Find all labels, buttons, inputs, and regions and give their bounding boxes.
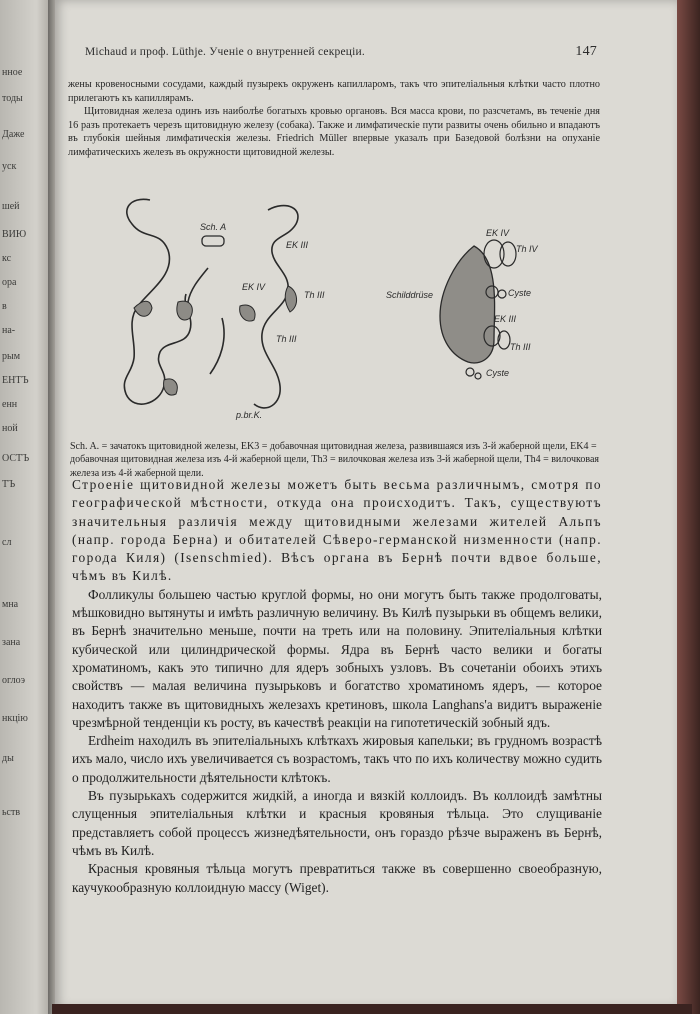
book-cover-edge: [677, 0, 700, 1014]
caption-text: Sch. A. = зачатокъ щитовидной железы, EK3 = добавочная щитовидная железа, развившаяся изъ 3-й жаберной щели, EK4 = добавочная щитовидная железа изъ 4-й жаберной щели, Th3 = вилочковая железа изъ 3-й жаберной щели, Th4 = вилочковая железа изъ 4-й жаберной щели.: [70, 441, 600, 479]
left-page-fragment: енн: [2, 399, 18, 410]
thyroid-embryology-figure: [90, 190, 590, 438]
label-cyste-2: Cyste: [486, 368, 510, 378]
body-paragraph: Строеніе щитовидной железы можетъ быть весьма различнымъ, смотря по географической мѣстности, откуда она происходитъ. Такъ, существуютъ значительныя различія между щитовидными железами жителей Альпъ (напр. города Берна) и обитателей Сѣверо-германской низменности (напр. города Киля) (Isenschmied). Вѣсъ органа въ Бернѣ почти вдвое больше, чѣмъ въ Килѣ.: [72, 477, 602, 584]
left-page-fragment: зана: [2, 637, 21, 648]
left-page-fragment: ды: [2, 753, 14, 764]
body-paragraph: Красныя кровяныя тѣльца могутъ превратиться также въ совершенно своеобразную, каучукообразную коллоидную массу (Wiget).: [72, 861, 602, 895]
page-bottom-edge: [52, 1004, 692, 1014]
left-page-fragment: ора: [2, 277, 17, 288]
body-paragraph: Въ пузырькахъ содержится жидкій, а иногда и вязкій коллоидъ. Въ коллоидѣ замѣтны слущенныя эпителіальныя клѣтки и красныя кровяныя тѣльца. Это слущиваніе представляетъ собой процессъ жизнедѣятельности, онъ гораздо рѣзче выраженъ въ Бернѣ, чѣмъ въ Килѣ.: [72, 788, 602, 858]
left-page-fragment: на-: [2, 325, 16, 336]
left-page-fragment: оглоэ: [2, 675, 25, 686]
label-th3b: Th III: [276, 334, 297, 344]
left-page-fragment: ЕНТЪ: [2, 375, 29, 386]
label-schilddruse: Schilddrüse: [386, 290, 434, 300]
label-p-br-k: p.br.K.: [236, 410, 263, 420]
label-ek-iv-right: EK IV: [486, 228, 510, 238]
label-th3-right: Th III: [510, 342, 531, 352]
body-paragraph: Фолликулы большею частью круглой формы, но они могутъ быть также продолговаты, мѣшковидно вытянуты и имѣть различную величину. Въ Килѣ пузырьки въ общемъ велики, въ Бернѣ значительно меньше, почти на треть или на половину. Эпителіальныя клѣтки кубической или цилиндрической формы. Ядра въ Бернѣ часто велики и богаты хроматиномъ, какъ это типично для ядеръ зобныхъ узловъ. Въ сочетаніи обоихъ этихъ свойствъ — малая величина пузырьковъ и богатство хроматиномъ ядеръ, — которое находитъ также въ щитовидныхъ железахъ кретиновъ, школа Langhans'a видитъ выраженіе чрезмѣрной тенденціи къ росту, въ качествѣ реакціи на гипотетическій зобный ядъ.: [72, 586, 602, 730]
left-page-edge: [0, 0, 52, 1014]
label-ek4: EK IV: [242, 282, 266, 292]
left-page-fragment: шей: [2, 201, 20, 212]
intro-paragraph: Щитовидная железа одинъ изъ наиболѣе богатыхъ кровью органовъ. Вся масса крови, по разсчетамъ, въ теченіе дня 16 разъ протекаетъ черезъ щитовидную железу (собака). Также и лимфатическіе пути развиты очень обильно и впадаютъ въ глубокія шейныя лимфатическія железы. Friedrich Müller впервые указалъ при Базедовой болѣзни на опуханіе лимфатическихъ железъ въ окружности щитовидной железы.: [68, 106, 600, 158]
left-page-fragment: мна: [2, 599, 19, 610]
label-cyste-1: Cyste: [508, 288, 532, 298]
label-ek3: EK III: [286, 240, 309, 250]
left-page-fragment: ВИЮ: [2, 229, 27, 240]
left-page-fragment: тоды: [2, 93, 23, 104]
body-paragraph: Erdheim находилъ въ эпителіальныхъ клѣткахъ жировыя капельки; въ грудномъ возрастѣ ихъ мало, число ихъ увеличивается съ возрастомъ, такъ что по ихъ количеству можно судить о продолжительности дѣятельности клѣтокъ.: [72, 733, 602, 785]
left-page-fragment: в: [2, 301, 7, 312]
left-page-fragment: ьств: [2, 807, 21, 818]
label-th3: Th III: [304, 290, 325, 300]
left-page-fragment: ТЪ: [2, 479, 16, 490]
running-header: [85, 46, 595, 58]
label-ek3-right: EK III: [494, 314, 517, 324]
page-number: 147: [575, 44, 597, 59]
left-page-fragment: сл: [2, 537, 12, 548]
left-page-fragment: рым: [2, 351, 21, 362]
left-page-fragment: нкцію: [2, 713, 28, 724]
left-page-fragment: ной: [2, 423, 18, 434]
main-text: [72, 476, 602, 897]
intro-paragraph: жены кровеносными сосудами, каждый пузырекъ окруженъ капилларомъ, такъ что эпителіальныя клѣтки часто плотно прилегаютъ къ капиллярамъ.: [68, 79, 600, 104]
header-title: Michaud и проф. Lüthje. Ученіе о внутренней секреціи.: [85, 46, 365, 58]
left-page-fragment: нное: [2, 67, 23, 78]
label-sch-a: Sch. A: [200, 222, 227, 232]
intro-text: [68, 78, 600, 160]
left-page-fragment: кс: [2, 253, 12, 264]
figure-caption: [70, 440, 600, 480]
left-page-fragment: ОСТЪ: [2, 453, 30, 464]
left-page-fragment: Даже: [2, 129, 25, 140]
label-th-iv-right: Th IV: [516, 244, 538, 254]
left-page-fragment: уск: [2, 161, 17, 172]
